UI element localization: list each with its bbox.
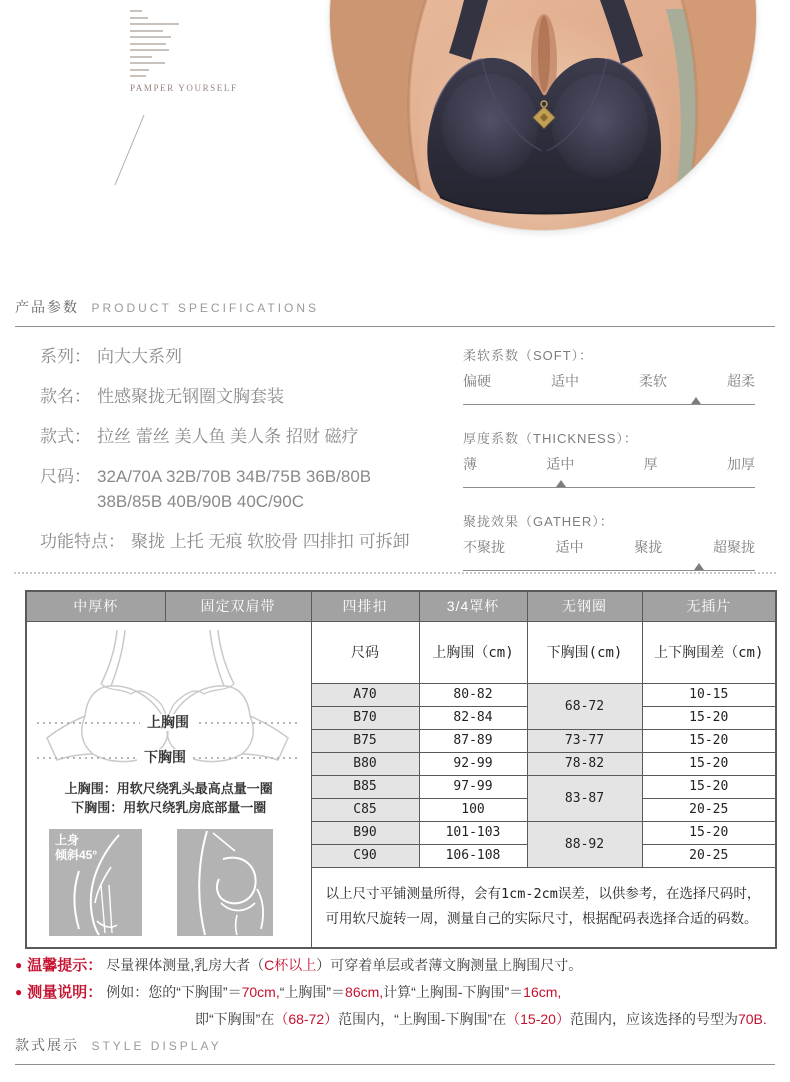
col-header-lower-bust: 下胸围(cm) [527, 621, 642, 683]
scale-gather-marker-icon [694, 563, 704, 570]
bra-photo-illustration [330, 0, 756, 230]
upper-bust-line-label: 上胸围 [147, 713, 189, 730]
size-note: 以上尺寸平铺测量所得，会有1cm-2cm误差，以供参考，在选择尺码时，可用软尺旋转一周，测量自己的实际尺寸，根据配码表选择合适的码数。 [311, 867, 776, 948]
measure-highlight: 70B. [737, 1011, 767, 1027]
measure-text: 范围内，应该选择的号型为 [569, 1011, 738, 1027]
measure-tip-label: 测量说明： [27, 984, 103, 1001]
lower-bust-cell: 78-82 [527, 752, 642, 775]
hero-section [0, 0, 790, 290]
col-header-diff: 上下胸围差（cm) [642, 621, 776, 683]
spec-row-style [40, 424, 460, 449]
lower-bust-line-label: 下胸围 [144, 748, 186, 765]
pose-image-measure [177, 829, 273, 936]
scale-gather-label-1: 适中 [555, 539, 584, 555]
size-line2: 38B/85B 40B/90B 40C/90C [97, 492, 304, 511]
upper-bust-cell: 101-103 [419, 821, 527, 844]
series-value: 向大大系列 [97, 347, 182, 366]
size-label: 尺码： [40, 467, 91, 486]
feature-header-padfree: 无插片 [642, 591, 776, 621]
scale-thickness-label-3: 加厚 [726, 456, 755, 472]
size-value [97, 464, 371, 514]
series-label: 系列： [40, 347, 91, 366]
scale-gather-title: 聚拢效果（GATHER）： [463, 514, 614, 529]
style-label: 款式： [40, 427, 91, 446]
diff-cell: 15-20 [642, 775, 776, 798]
lower-bust-instruction: 下胸围：用软尺绕乳房底部量一圈 [71, 800, 267, 816]
diff-cell: 15-20 [642, 729, 776, 752]
scale-thickness-label-2: 厚 [643, 456, 658, 472]
scale-gather-label-0: 不聚拢 [463, 539, 505, 555]
lower-bust-cell: 73-77 [527, 729, 642, 752]
spec-row-series [40, 344, 460, 369]
scale-soft-marker-icon [691, 397, 701, 404]
scale-gather-line [463, 558, 755, 571]
style-value: 拉丝 蕾丝 美人鱼 美人条 招财 磁疗 [97, 427, 359, 446]
warm-tip-text: 尽量裸体测量,乳房大者（ [106, 957, 265, 973]
scale-thickness-label-0: 薄 [463, 456, 477, 472]
specs-header-cn: 产品参数 [15, 299, 79, 315]
diff-cell: 20-25 [642, 844, 776, 867]
rating-scales [463, 345, 755, 594]
style-section-header [15, 1035, 775, 1065]
size-cell: A70 [311, 683, 419, 706]
spec-row-size [40, 464, 460, 514]
features-label: 功能特点： [40, 532, 125, 551]
measure-highlight: 70cm, [241, 984, 280, 1000]
warm-tip-text-2: ）可穿着单层或者薄文胸测量上胸围尺寸。 [316, 957, 583, 973]
pose-image-lean [49, 829, 142, 936]
scale-thickness-line [463, 475, 755, 488]
measure-highlight: （15-20） [506, 1011, 570, 1027]
size-cell: C90 [311, 844, 419, 867]
name-label: 款名： [40, 387, 91, 406]
scale-thickness-marker-icon [556, 480, 566, 487]
bra-diagram [35, 626, 300, 776]
name-value: 性感聚拢无钢圈文胸套装 [97, 387, 284, 406]
scale-thickness-title: 厚度系数（THICKNESS）： [463, 431, 638, 446]
spec-row-features [40, 529, 460, 554]
size-cell: B90 [311, 821, 419, 844]
measure-highlight: 86cm, [345, 984, 384, 1000]
lower-bust-cell: 83-87 [527, 775, 642, 821]
size-cell: C85 [311, 798, 419, 821]
measure-text: 例如：您的“下胸围”＝ [106, 984, 242, 1000]
col-header-size: 尺码 [311, 621, 419, 683]
measure-tip-line2 [15, 1006, 777, 1033]
upper-bust-cell: 87-89 [419, 729, 527, 752]
measure-highlight: 16cm, [523, 984, 562, 1000]
upper-bust-cell: 80-82 [419, 683, 527, 706]
style-header-cn: 款式展示 [15, 1037, 79, 1053]
size-cell: B70 [311, 706, 419, 729]
scale-soft-title: 柔软系数（SOFT）： [463, 348, 594, 363]
style-header-en: STYLE DISPLAY [91, 1039, 222, 1053]
measure-highlight: （68-72） [274, 1011, 339, 1027]
diff-cell: 10-15 [642, 683, 776, 706]
scale-soft-label-3: 超柔 [727, 373, 755, 389]
feature-header-cupstyle: 3/4罩杯 [419, 591, 527, 621]
red-bullet-icon: ● [15, 958, 23, 972]
scale-soft-label-1: 适中 [551, 373, 579, 389]
decorative-diagonal-line [108, 112, 150, 190]
diff-cell: 20-25 [642, 798, 776, 821]
size-cell: B80 [311, 752, 419, 775]
diff-cell: 15-20 [642, 752, 776, 775]
feature-header-straps: 固定双肩带 [165, 591, 311, 621]
tips-section [15, 952, 777, 1033]
lower-bust-cell: 88-92 [527, 821, 642, 867]
warm-tip-line [15, 952, 777, 979]
pose-label-line2: 倾斜45° [55, 847, 98, 862]
upper-bust-cell: 97-99 [419, 775, 527, 798]
upper-bust-cell: 100 [419, 798, 527, 821]
measure-instructions [27, 780, 311, 818]
specs-header-en: PRODUCT SPECIFICATIONS [91, 301, 320, 315]
measure-text: 即“下胸围”在 [195, 1011, 275, 1027]
pamper-yourself-text: PAMPER YOURSELF [130, 83, 238, 93]
diff-cell: 15-20 [642, 821, 776, 844]
scale-soft [463, 345, 755, 405]
scale-gather-label-3: 超聚拢 [712, 539, 755, 555]
spec-row-name [40, 384, 460, 409]
feature-header-hooks: 四排扣 [311, 591, 419, 621]
spec-list [40, 344, 460, 569]
scale-gather-label-2: 聚拢 [634, 539, 663, 555]
pose-label-line1: 上身 [55, 832, 80, 847]
scale-gather [463, 511, 755, 571]
fine-print-lines [130, 10, 290, 93]
feature-header-wirefree: 无钢圈 [527, 591, 642, 621]
size-cell: B85 [311, 775, 419, 798]
warm-tip-label: 温馨提示： [27, 957, 103, 974]
upper-bust-cell: 92-99 [419, 752, 527, 775]
warm-tip-highlight: C杯以上 [264, 957, 317, 973]
diff-cell: 15-20 [642, 706, 776, 729]
scale-thickness-label-1: 适中 [546, 456, 575, 472]
feature-header-row [26, 591, 776, 621]
dotted-divider [14, 572, 776, 574]
features-value: 聚拢 上托 无痕 软胶骨 四排扣 可拆卸 [131, 532, 410, 551]
column-header-row [26, 621, 776, 683]
scale-soft-line [463, 392, 755, 405]
upper-bust-cell: 82-84 [419, 706, 527, 729]
red-bullet-icon: ● [15, 985, 23, 999]
size-cell: B75 [311, 729, 419, 752]
upper-bust-instruction: 上胸围：用软尺绕乳头最高点量一圈 [64, 781, 273, 797]
scale-thickness [463, 428, 755, 488]
feature-header-cup: 中厚杯 [26, 591, 165, 621]
measure-text: “上胸围”＝ [279, 984, 346, 1000]
lower-bust-cell: 68-72 [527, 683, 642, 729]
specs-section-header [15, 297, 775, 327]
measure-text: 计算“上胸围-下胸围”＝ [383, 984, 524, 1000]
measurement-diagram-cell [26, 621, 311, 948]
size-table [25, 590, 777, 949]
scale-soft-label-0: 偏硬 [463, 373, 491, 389]
scale-soft-label-2: 柔软 [639, 373, 667, 389]
upper-bust-cell: 106-108 [419, 844, 527, 867]
measure-tip-line1 [15, 979, 777, 1006]
measure-text: 范围内，“上胸围-下胸围”在 [338, 1011, 507, 1027]
size-line1: 32A/70A 32B/70B 34B/75B 36B/80B [97, 467, 372, 486]
product-photo [330, 0, 756, 230]
col-header-upper-bust: 上胸围（cm) [419, 621, 527, 683]
